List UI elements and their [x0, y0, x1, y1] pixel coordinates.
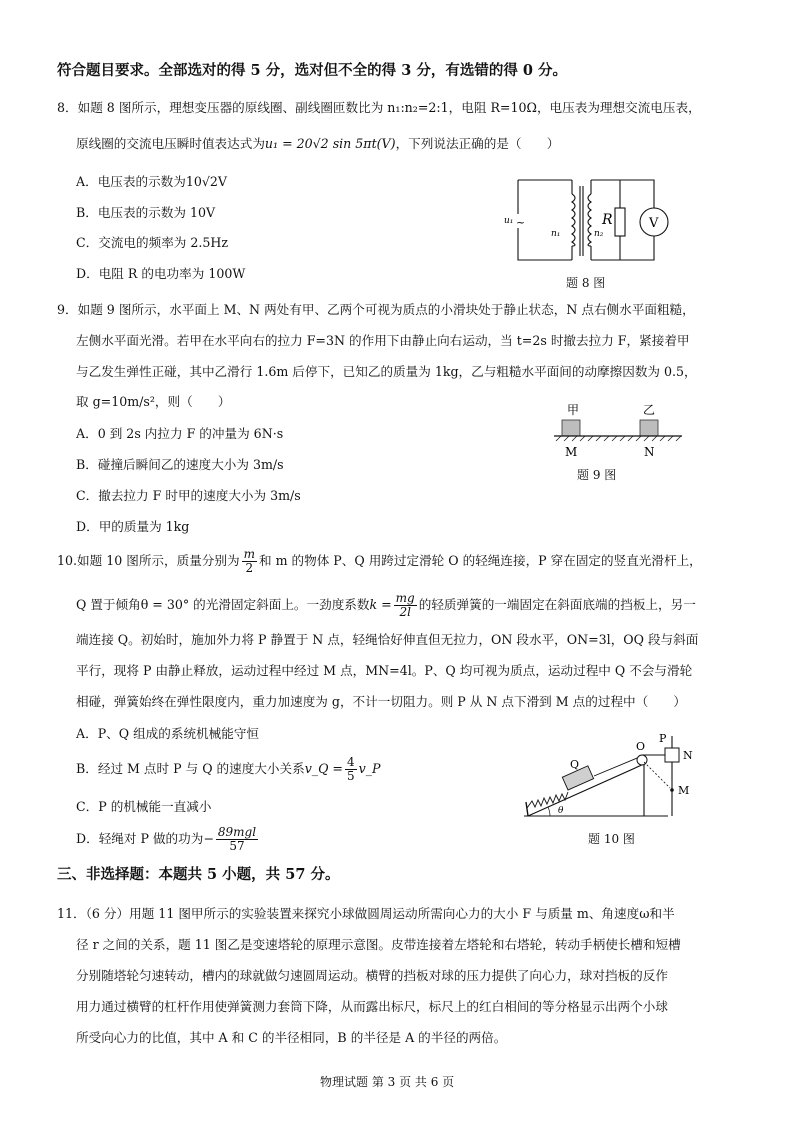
q8-fig-label-tilde: ~: [516, 216, 526, 229]
page-footer: 物理试题 第 3 页 共 6 页: [320, 1075, 455, 1089]
q10-fig-label-o: O: [636, 740, 646, 753]
q8-line1: 8．如题 8 图所示，理想变压器的原线圈、副线圈匝数比为 n₁:n₂=2:1，电阻 R=10Ω，电压表为理想交流电压表，: [57, 100, 701, 115]
q8-fig-label-v: V: [649, 216, 659, 231]
q10-fraction-work: $\frac{\text{89mgl}}{57}$: [217, 825, 257, 853]
q8-fig-label-r: R: [602, 212, 613, 228]
q9-figure-blocks: [548, 400, 688, 462]
q9-block-jia: [562, 420, 580, 436]
q9-fig-label-yi: 乙: [643, 403, 656, 417]
q10-block-p: [665, 748, 679, 762]
q9-caption: 题 9 图: [577, 468, 617, 482]
q10-fig-label-p: P: [659, 732, 667, 745]
q9-fig-label-m: M: [565, 445, 578, 459]
q9-option-d: D．甲的质量为 1kg: [76, 519, 190, 534]
q8-fig-label-u1: u₁: [504, 216, 514, 226]
q11-line3: 分别随塔轮匀速转动，槽内的球就做匀速圆周运动。横臂的挡板对球的压力提供了向心力，球对挡板的反作: [76, 968, 668, 983]
q10-fig-label-m: M: [678, 784, 690, 797]
q10-line3: 端连接 Q。初始时，施加外力将 P 静置于 N 点，轻绳恰好伸直但无拉力，ON 段水平，ON=3l，OQ 段与斜面: [76, 632, 699, 647]
q9-option-c: C．撤去拉力 F 时甲的速度大小为 3m/s: [76, 488, 301, 503]
q11-line1: 11．（6 分）用题 11 图甲所示的实验装置来探究小球做圆周运动所需向心力的大小 F 与质量 m、角速度ω和半: [57, 906, 675, 921]
q10-fraction-4-5: $\frac{4}{5}$: [346, 755, 355, 783]
q8-formula: u₁ = 20√2 sin 5πt(V): [264, 136, 396, 151]
q8-caption: 题 8 图: [566, 276, 606, 290]
q10-fraction-m-over-2: $\frac{m}{2}$: [243, 547, 255, 575]
q10-line1: 10.如题 10 图所示，质量分别为 $\frac{m}{2}$ 和 m 的物体 P、Q 用跨过定滑轮 O 的轻绳连接，P 穿在固定的竖直光滑杆上，: [57, 547, 702, 575]
q8-figure-transformer: [496, 172, 676, 272]
section-intro: 符合题目要求。全部选对的得 5 分，选对但不全的得 3 分，有选错的得 0 分。: [57, 62, 568, 79]
q9-option-b: B．碰撞后瞬间乙的速度大小为 3m/s: [76, 457, 284, 472]
q8-option-c: C．交流电的频率为 2.5Hz: [76, 235, 229, 250]
q10-option-d: D．轻绳对 P 做的功为− $\frac{\text{89mgl}}{57}$: [76, 825, 257, 853]
q9-block-yi: [640, 420, 658, 436]
q8-fig-label-n1: n₁: [551, 229, 561, 239]
q9-line1: 9．如题 9 图所示，水平面上 M、N 两处有甲、乙两个可视为质点的小滑块处于静止状态，N 点右侧水平面粗糙，: [57, 302, 695, 317]
q8-line2: 原线圈的交流电压瞬时值表达式为u₁ = 20√2 sin 5πt(V)，下列说法正确的是（ ）: [76, 136, 560, 151]
q8-option-a: A．电压表的示数为10√2V: [76, 174, 228, 189]
section3-heading: 三、非选择题：本题共 5 小题，共 57 分。: [57, 866, 340, 883]
q10-fraction-k: $\frac{mg}{2l}$: [395, 591, 415, 619]
q11-line4: 用力通过横臂的杠杆作用使弹簧测力套筒下降，从而露出标尺，标尺上的红白相间的等分格显示出两个小球: [76, 999, 668, 1014]
q8-option-b: B．电压表的示数为 10V: [76, 205, 216, 220]
q10-fig-label-q: Q: [570, 758, 580, 771]
q10-line5: 相碰，弹簧始终在弹性限度内，重力加速度为 g，不计一切阻力。则 P 从 N 点下滑到 M 点的过程中（ ）: [76, 694, 687, 709]
q10-figure-incline: [518, 728, 708, 820]
q8-fig-label-n2: n₂: [594, 229, 604, 239]
q11-line2: 径 r 之间的关系，题 11 图乙是变速塔轮的原理示意图。皮带连接着左塔轮和右塔轮，转动手柄使长槽和短槽: [76, 937, 681, 952]
q10-caption: 题 10 图: [588, 832, 635, 846]
q10-option-b: B．经过 M 点时 P 与 Q 的速度大小关系v_Q = $\frac{4}{5}$ v_P: [76, 755, 381, 783]
q10-pulley-o: [637, 755, 647, 765]
q10-fig-label-n: N: [683, 749, 693, 762]
q9-fig-label-n: N: [644, 445, 655, 459]
q10-option-c: C．P 的机械能一直减小: [76, 799, 212, 814]
q9-line4: 取 g=10m/s²，则（ ）: [76, 394, 231, 409]
q9-line2: 左侧水平面光滑。若甲在水平向右的拉力 F=3N 的作用下由静止向右运动，当 t=2s 时撤去拉力 F，紧接着甲: [76, 333, 690, 348]
q10-option-a: A．P、Q 组成的系统机械能守恒: [76, 726, 260, 741]
q10-fig-label-theta: θ: [558, 806, 564, 816]
q10-line2: Q 置于倾角θ = 30° 的光滑固定斜面上。一劲度系数k = $\frac{mg}{2l}$ 的轻质弹簧的一端固定在斜面底端的挡板上，另一: [76, 591, 696, 619]
q9-line3: 与乙发生弹性正碰，其中乙滑行 1.6m 后停下，已知乙的质量为 1kg，乙与粗糙水平面间的动摩擦因数为 0.5，: [76, 364, 697, 379]
q9-fig-label-jia: 甲: [567, 403, 580, 417]
q9-option-a: A．0 到 2s 内拉力 F 的冲量为 6N·s: [76, 426, 284, 441]
q10-line4: 平行，现将 P 由静止释放，运动过程中经过 M 点，MN=4l。P、Q 均可视为质点，运动过程中 Q 不会与滑轮: [76, 663, 693, 678]
q11-line5: 所受向心力的比值，其中 A 和 C 的半径相同，B 的半径是 A 的半径的两倍。: [76, 1030, 507, 1045]
q8-option-d: D．电阻 R 的电功率为 100W: [76, 266, 246, 281]
